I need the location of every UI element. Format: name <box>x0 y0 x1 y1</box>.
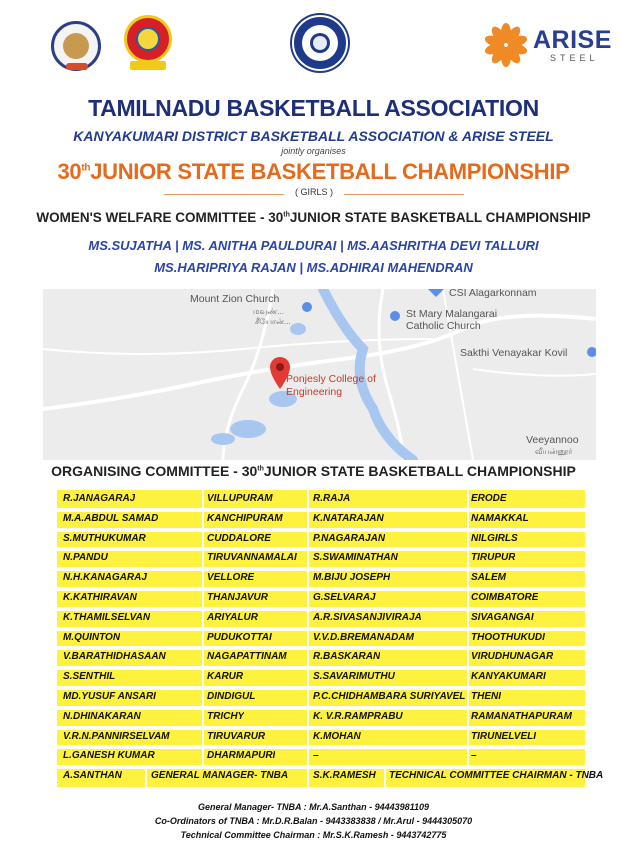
member-name: K.NATARAJAN <box>313 512 384 524</box>
member-name: V.BARATHIDHASAAN <box>63 651 166 663</box>
member-district: VELLORE <box>207 572 255 584</box>
event-title: 30thJUNIOR STATE BASKETBALL CHAMPIONSHIP <box>57 159 570 184</box>
table-column-divider <box>145 767 147 787</box>
table-column-divider <box>202 490 204 765</box>
member-name: S.MUTHUKUMAR <box>63 532 146 544</box>
table-column-divider <box>384 767 386 787</box>
member-district: KANYAKUMARI <box>471 671 546 683</box>
footer-technical-chairman: Technical Committee Chairman : Mr.S.K.Ramesh - 9443742775 <box>180 830 447 840</box>
member-district: TIRUNELVELI <box>471 730 537 742</box>
member-name: R.BASKARAN <box>313 651 381 663</box>
map-label-sakthi: Sakthi Venayakar Kovil <box>460 347 568 359</box>
map-label-veeyannoor: Veeyannoo <box>526 434 579 446</box>
table-column-divider <box>467 490 469 765</box>
member-name: L.GANESH KUMAR <box>63 750 155 762</box>
tnba-logo <box>292 15 348 71</box>
category-label: ( GIRLS ) <box>294 187 333 197</box>
member-name: M.BIJU JOSEPH <box>313 572 391 584</box>
map-label-mount-zion: Mount Zion Church <box>190 293 280 305</box>
map-label-mount-zion-tamil2: சீயோன்... <box>255 317 291 326</box>
map-label-st-mary2: Catholic Church <box>406 320 481 332</box>
member-district: RAMANATHAPURAM <box>471 710 572 722</box>
member-district: KARUR <box>207 671 244 683</box>
jointly-organises: jointly organises <box>281 146 346 156</box>
member-district: TIRUVARUR <box>207 730 266 742</box>
welfare-names-line1: MS.SUJATHA | MS. ANITHA PAULDURAI | MS.AASHRITHA DEVI TALLURI <box>88 238 539 253</box>
member-name: S.K.RAMESH <box>313 770 376 782</box>
member-district: VIRUDHUNAGAR <box>471 651 554 663</box>
member-name: K.KATHIRAVAN <box>63 592 137 603</box>
member-district: DINDIGUL <box>207 691 256 702</box>
welfare-names-line2: MS.HARIPRIYA RAJAN | MS.ADHIRAI MAHENDRAN <box>154 260 473 275</box>
table-column-divider <box>307 767 309 787</box>
member-name: S.SENTHIL <box>63 671 116 683</box>
member-district: THOOTHUKUDI <box>471 631 545 643</box>
member-district: NAGAPATTINAM <box>207 651 287 663</box>
arise-wordmark: ARISE <box>533 26 612 54</box>
member-district: ARIYALUR <box>207 611 258 623</box>
member-name: R.JANAGARAJ <box>63 493 136 504</box>
member-role: TECHNICAL COMMITTEE CHAIRMAN - TNBA <box>389 770 604 782</box>
member-name: P.NAGARAJAN <box>313 532 386 544</box>
map-label-mount-zion-tamil: மவுண்... <box>253 307 284 316</box>
member-name: N.H.KANAGARAJ <box>63 572 147 584</box>
member-district: SIVAGANGAI <box>471 611 534 623</box>
member-name: N.PANDU <box>63 552 108 564</box>
member-district: – <box>471 750 477 762</box>
welfare-committee-heading: WOMEN'S WELFARE COMMITTEE - 30thJUNIOR STATE BASKETBALL CHAMPIONSHIP <box>36 210 591 225</box>
organising-committee-heading: ORGANISING COMMITTEE - 30thJUNIOR STATE BASKETBALL CHAMPIONSHIP <box>51 463 576 479</box>
member-name: S.SAVARIMUTHU <box>313 671 395 683</box>
member-name: A.SANTHAN <box>63 770 122 782</box>
category-row <box>164 187 464 201</box>
member-name: – <box>313 750 319 762</box>
arise-steel-logo-mark <box>484 23 528 67</box>
member-name: V.R.N.PANNIRSELVAM <box>63 730 170 742</box>
logo-bar <box>0 0 627 85</box>
member-district: NILGIRLS <box>471 532 518 544</box>
district-association-logo <box>51 21 101 71</box>
member-name: A.R.SIVASANJIVIRAJA <box>313 611 422 623</box>
member-district: COIMBATORE <box>471 592 539 603</box>
member-district: THENI <box>471 691 501 702</box>
member-name: N.DHINAKARAN <box>63 710 141 722</box>
member-district: THANJAVUR <box>207 592 268 603</box>
organisers-line: KANYAKUMARI DISTRICT BASKETBALL ASSOCIATION & ARISE STEEL <box>73 128 554 144</box>
member-name: P.C.CHIDHAMBARA SURIYAVEL <box>313 691 466 702</box>
member-name: MD.YUSUF ANSARI <box>63 691 156 702</box>
map-label-venue: Ponjesly College of Engineering <box>286 373 376 398</box>
member-district: CUDDALORE <box>207 532 271 544</box>
map-label-veeyannoor-tamil: வீயன்னூர் <box>535 447 573 456</box>
member-district: PUDUKOTTAI <box>207 631 272 643</box>
map-label-st-mary: St Mary Malangarai <box>406 308 498 320</box>
footer-general-manager: General Manager- TNBA : Mr.A.Santhan - 94443981109 <box>197 802 430 812</box>
member-name: K.THAMILSELVAN <box>63 611 151 623</box>
table-column-divider <box>307 490 309 765</box>
member-district: ERODE <box>471 493 507 504</box>
organising-committee-table <box>57 490 604 787</box>
member-name: M.A.ABDUL SAMAD <box>63 512 159 524</box>
member-district: NAMAKKAL <box>471 512 529 524</box>
association-title: TAMILNADU BASKETBALL ASSOCIATION <box>88 95 539 121</box>
steel-wordmark: STEEL <box>550 53 599 63</box>
member-name: S.SWAMINATHAN <box>313 552 398 564</box>
venue-map[interactable] <box>43 289 596 460</box>
member-district: TRICHY <box>207 710 245 722</box>
member-name: R.RAJA <box>313 493 351 504</box>
member-district: TIRUPUR <box>471 552 516 564</box>
member-district: DHARMAPURI <box>207 750 276 762</box>
member-name: K.MOHAN <box>313 730 361 742</box>
member-name: K. V.R.RAMPRABU <box>313 710 403 722</box>
member-district: SALEM <box>471 572 506 584</box>
footer-coordinators: Co-Ordinators of TNBA : Mr.D.R.Balan - 9443383838 / Mr.Arul - 9444305070 <box>154 816 473 826</box>
member-district: TIRUVANNAMALAI <box>207 552 297 564</box>
kanyakumari-association-logo <box>124 15 172 71</box>
member-name: M.QUINTON <box>63 631 121 643</box>
map-label-csi: CSI Alagarkonnam <box>449 289 537 299</box>
member-name: G.SELVARAJ <box>313 592 376 603</box>
member-district: KANCHIPURAM <box>207 512 283 524</box>
member-district: VILLUPURAM <box>207 493 273 504</box>
member-role: GENERAL MANAGER- TNBA <box>151 770 289 782</box>
member-name: V.V.D.BREMANADAM <box>313 631 414 643</box>
